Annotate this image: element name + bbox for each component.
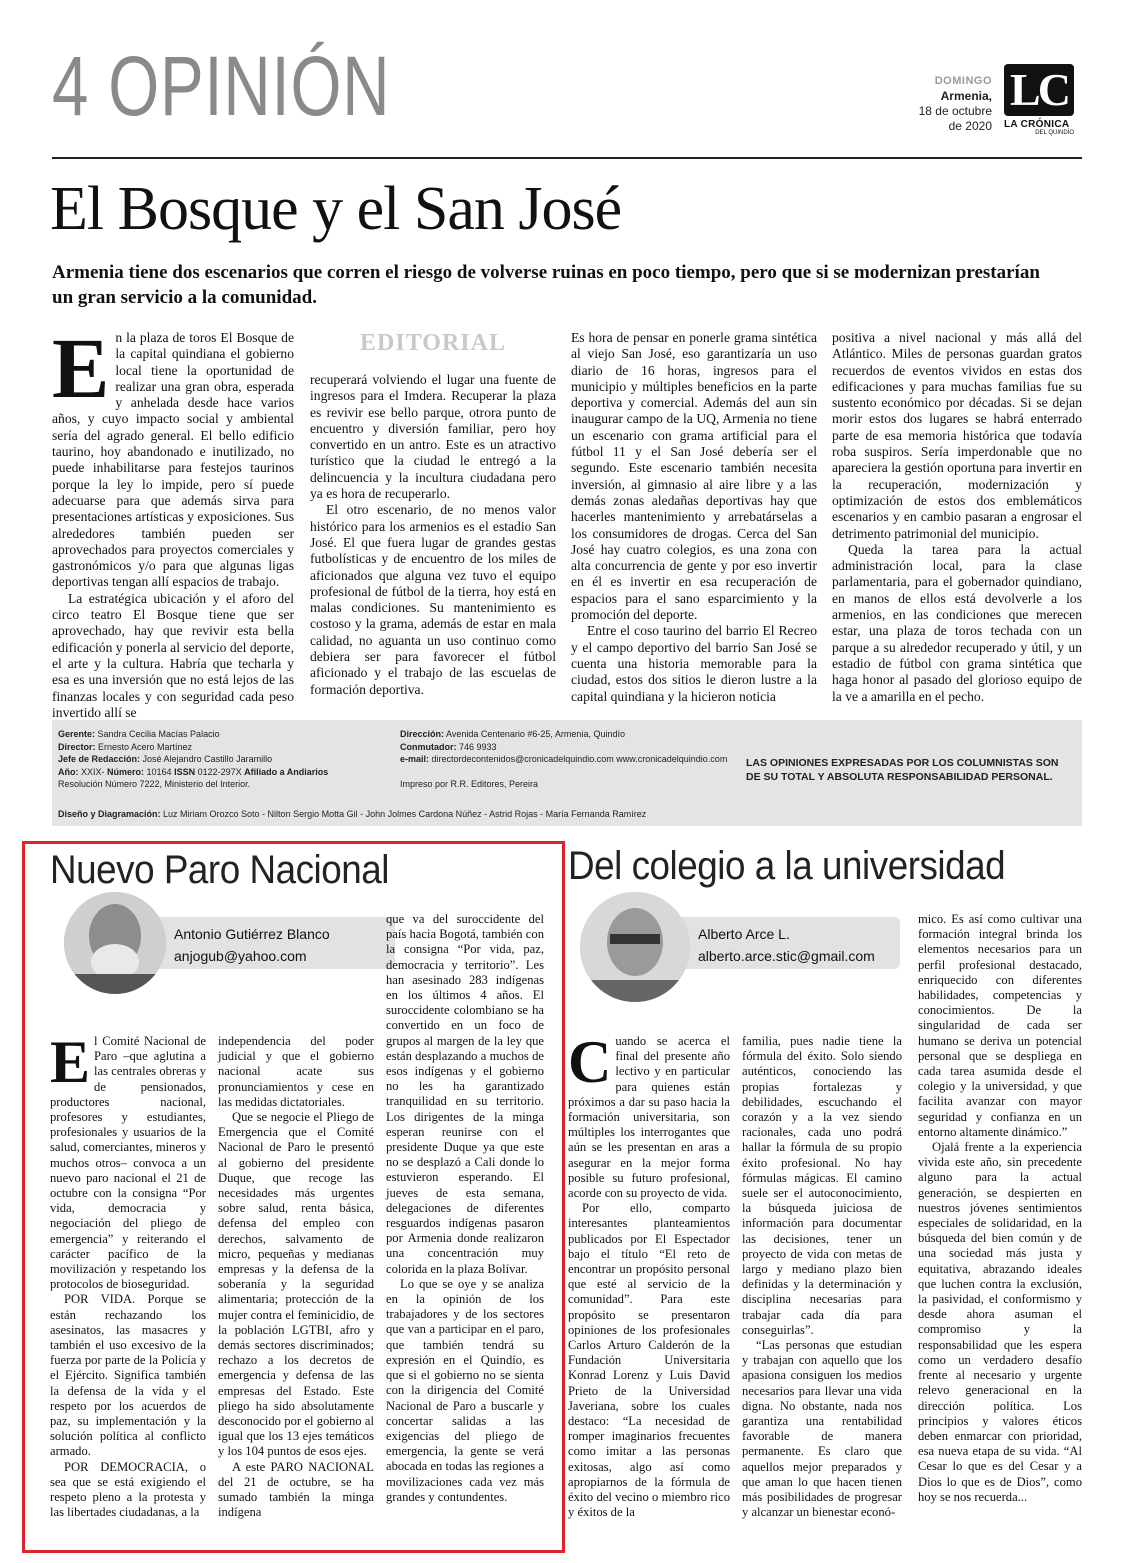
paragraph: POR VIDA. Porque se están rechazando los asesinatos, las masacres y también el uso excesivo de la fuerza por parte de la Policía y el Ejército. Significa también la defensa de la vida y el respeto por los acuerdos de paz, su implementación y la solución política al conflicto armado. [50, 1292, 206, 1459]
author-name: Alberto Arce L. [698, 926, 790, 942]
masthead-left: Gerente: Sandra Cecilia Macías Palacio Director: Ernesto Acero Martínez Jefe de Redacción: José Alejandro Castillo Jaramillo Año: XXIX- Número: 10164 ISSN 0122-297X Afiliado a Andiarios Resolución Número 7222, Ministerio del Interior. [58, 729, 329, 790]
right-column-text-3 [918, 912, 1082, 1505]
paragraph: Que se negocie el Pliego de Emergencia que el Comité Nacional de Paro le presentó al gobierno del presidente Duque, que recoge las necesidades más urgentes sobre salud, renta básica, defensa del empleo con derechos, salvamento de micro, pequeñas y medianas empresas y la defensa de la soberanía y la seguridad alimentaria; protección de la mujer contra el feminicidio, de la población LGTBI, afro y demás sectores discriminados; rechazo a los decretos de emergencia y defensa de las empresas del Estado. Este pliego ha sido absolutamente desconocido por el gobierno al igual que los 13 ejes temáticos y los 104 puntos de esos ejes. [218, 1110, 374, 1459]
paragraph: El otro escenario, de no menos valor histórico para los armenios es el estadio San José. El que fuera lugar de grandes gestas futbolísticas y de encuentro de los miles de aficionados que alguna vez tuvo el equipo profesional de fútbol de la tierra, hoy está en malas condiciones. Su mantenimiento es costoso y la grama, además de estar en mala calidad, no aguanta un uso continuo como debiera ser para favorecer el fútbol aficionado y el trabajo de las escuelas de formación deportiva. [310, 502, 556, 697]
city: Armenia, [940, 89, 992, 103]
newspaper-logo [1004, 64, 1082, 136]
paragraph: independencia del poder judicial y que el gobierno nacional acate sus pronunciamientos y cese en las medidas dictatoriales. [218, 1034, 374, 1109]
editorial-title: El Bosque y el San José [50, 175, 622, 243]
right-column-text-2 [742, 1034, 902, 1521]
column-title-left: Nuevo Paro Nacional [50, 848, 390, 892]
paragraph: l Comité Nacional de Paro –que aglutina a las centrales obreras y de pensionados, productores nacional, profesores y estudiantes, profesionales y usuarios de la salud, comerciantes, mineros y muchos otros– convoca a un nuevo paro nacional el 21 de octubre con la consigna “Por vida, democracia y negociación del pliego de emergencia” y reiterando el carácter pacífico de la movilización y respetando los protocolos de bioseguridad. [50, 1034, 206, 1292]
editorial-column-1 [52, 320, 294, 721]
left-column-text-2 [218, 1034, 374, 1521]
editorial-label: EDITORIAL [360, 330, 506, 356]
paragraph: La estratégica ubicación y el aforo del circo teatro El Bosque tiene que ser aprovechado, hay que revivir esta bella edificación y ponerla al servicio del deporte, el arte y la cultura. Habría que techarla y esa es una inversión que no está lejos de las finanzas locales y con seguridad cada peso invertido allí se [52, 590, 294, 720]
author-photo-left [64, 892, 166, 994]
paragraph: recuperará volviendo el lugar una fuente de ingresos para el Imdera. Recuperar la plaza es revivir ese bello parque, otrora punto de encuentro y diversión familiar, pero hoy convertido en un antro. Este es un atractivo turístico que la ciudad le entregó a la delincuencia y la incultura ciudadana pero ya es hora de recuperarlo. [310, 372, 556, 502]
byline-left [140, 917, 395, 969]
portrait-icon [64, 892, 166, 994]
author-photo-right [580, 892, 690, 1002]
editorial-deck: Armenia tiene dos escenarios que corren el riesgo de volverse ruinas en poco tiempo, pero que si se modernizan prestarían un gran servicio a la comunidad. [52, 262, 1040, 308]
paragraph: uando se acerca el final del presente año lectivo y en particular para quienes están próximos a dar su paso hacia la formación universitaria, son múltiples los interrogantes que aún se les presentan en aras a asegurar en la mejor forma posible su futuro profesional, acorde con su proyecto de vida. [568, 1034, 730, 1201]
column-dropcap: C [568, 1029, 612, 1095]
opinion-disclaimer: LAS OPINIONES EXPRESADAS POR LOS COLUMNISTAS SON DE SU TOTAL Y ABSOLUTA RESPONSABILIDAD PERSONAL. [746, 757, 1059, 783]
paragraph: n la plaza de toros El Bosque de la capital quindiana el gobierno local tiene la oportunidad de realizar una gran obra, esperada y anhelada desde hace varios años, y cuyo impacto social y ambiental sería del agrado general. El bello edificio taurino, hoy abandonado e inutilizado, no puede inhabilitarse para festejos taurinos porque la ley lo impide, pero sí puede adecuarse para que además sirva para presentaciones artísticas y exposiciones. Sus alrededores también pueden ser aprovechados para proyectos comerciales y gastronómicos y/o para que algunas ligas deportivas tengan allí espacios de trabajo. [52, 330, 294, 590]
left-column-text-3 [386, 912, 544, 1505]
paragraph: Entre el coso taurino del barrio El Recreo y el campo deportivo del barrio San José se cuenta una historia memorable para la ciudad, estos dos sitios le dieron lustre a la capital quindiana y la hicieron noticia [571, 623, 817, 704]
design-credits: Diseño y Diagramación: Luz Miriam Orozco Soto - Nilton Sergio Motta Gil - John Jolmes Cardona Núñez - Astrid Rojas - María Fernanda Ramírez [58, 809, 647, 819]
paragraph: que va del suroccidente del país hacia Bogotá, también con la consigna “Por vida, paz, democracia y territorio”. Les han asesinado 283 indígenas en los últimos 4 años. El suroccidente colombiano se ha convertido en un foco de grupos al margen de la ley que están desplazando a muchos de esos indígenas y el gobierno no les ha garantizado tranquilidad en su territorio. Los dirigentes de la minga esperan reunirse con el presidente Duque ya que este no se desplazó a Cali donde lo estuvieron esperando. El jueves de esta semana, delegaciones de diferentes resguardos indígenas pasaron por Armenia donde realizaron una concentración muy colorida en la plaza Bolívar. [386, 912, 544, 1276]
author-email: alberto.arce.stic@gmail.com [698, 948, 875, 964]
paragraph: Lo que se oye y se analiza en la opinión de los trabajadores y de los sectores que van a participar en el paro, que también tendrá su expresión en el Quindío, es que si el gobierno no se sienta con la dirigencia del Comité Nacional de Paro a buscarle y concertar salidas a las exigencias del pliego de emergencia, la gente se verá abocada en todas las regiones a movilizaciones cada vez más grandes y contundentes. [386, 1276, 544, 1504]
date-line-1: 18 de octubre [918, 104, 992, 118]
portrait-icon [580, 892, 690, 1002]
editorial-column-3 [571, 330, 817, 705]
paragraph: “Las personas que estudian y trabajan con aquello que los apasiona consiguen los medios necesarios para llevar una vida digna. No obstante, nada nos garantiza una rentabilidad favorable de manera permanente. Es claro que aquellos mejor preparados y que aman lo que hacen tienen más posibilidades de progresar y alcanzar un bienestar econó- [742, 1338, 902, 1520]
author-name: Antonio Gutiérrez Blanco [174, 926, 330, 942]
paragraph: POR DEMOCRACIA, o sea que se está exigiendo el respeto pleno a la protesta y las libertades ciudadanas, a la [50, 1459, 206, 1520]
paragraph: Por ello, comparto interesantes planteamientos publicados por El Espectador bajo el título “El reto de encontrar un propósito personal que esté al servicio de la comunidad”. Para este propósito se presentaron opiniones de los profesionales Carlos Arturo Calderón de la Fundación Universitaria Konrad Lorenz y Luis David Prieto de la Universidad Javeriana, sobre los cuales destaco: “La necesidad de romper imaginarios frecuentes como imitar a las personas exitosas, algo así como apropiarnos de la fórmula de éxito del vecino o miembro rico y éxitos de la [568, 1201, 730, 1520]
paragraph: Ojalá frente a la experiencia vivida este año, sin precedente alguno para la actual generación, se despierten en nuestros jóvenes sentimientos especiales de solidaridad, en la búsqueda del bien común y de una sociedad más justa y equitativa, abrazando ideales que luchen contra la exclusión, la pasividad, el conformismo y desde ahora asuman el compromiso y la responsabilidad que les espera como un verdadero desafío frente al necesario y urgente relevo generacional en la dirección política. Los principios y valores éticos deben enmarcar con prioridad, esa nueva etapa de su vida. “Al Cesar lo que es del Cesar y a Dios lo que es de Dios”, como hoy se nos recuerda... [918, 1140, 1082, 1504]
column-title-right: Del colegio a la universidad [568, 844, 1006, 888]
weekday: DOMINGO [934, 75, 992, 87]
editorial-column-4 [832, 330, 1082, 705]
editorial-dropcap: E [52, 320, 110, 416]
paragraph: Es hora de pensar en ponerle grama sintética al viejo San José, eso garantizaría un uso diario de 16 horas, ingresos para el municipio y múltiples beneficios en la parte deportiva y comercial. Además del aun sin inaugurar campo de la UQ, Armenia no tiene un escenario con grama artificial para el fútbol 11 y el San José debería ser el segundo. Este escenario también necesita inversión, al gimnasio al aire libre y a las demás zonas aledañas deportivas hay que hacerles mantenimiento y arrebatárselas a los consumidores de drogas. Cerca del San José hay cuatro colegios, es una zona con alta concurrencia de gente y por eso invertir en él es invertir en esa recuperación de espacios para el sano esparcimiento y la promoción del deporte. [571, 330, 817, 623]
header-rule [52, 157, 1082, 159]
paragraph: positiva a nivel nacional y más allá del Atlántico. Miles de personas guardan gratos recuerdos de eventos vividos en estas dos edificaciones y para muchas familias fue su sustento económico por décadas. Si se dejan morir estos dos lugares se habrá enterrado parte de esa memoria histórica que todavía roba suspiros. Sería imperdonable que no apareciera la gestión oportuna para invertir en la recuperación, modernización y optimización de estos dos emblemáticos escenarios y en cambio pasaran a engrosar el detrimento patrimonial del municipio. [832, 330, 1082, 541]
date-line-2: de 2020 [948, 119, 992, 133]
page-section-title: 4 OPINIÓN [52, 39, 391, 133]
logo-name: LA CRÓNICA [1004, 119, 1070, 130]
paragraph: A este PARO NACIONAL del 21 de octubre, se ha sumado también la minga indígena [218, 1459, 374, 1520]
paragraph: mico. Es así como cultivar una formación integral brinda los elementos necesarios para un perfil profesional destacado, enriquecido con diferentes habilidades, competencias y conocimientos. De la singularidad de cada ser humano se deriva un potencial personal que se despliega en cada tarea asumida desde el colegio y la universidad, y que facilita avanzar con mayor seguridad y confianza en un entorno altamente dinámico.” [918, 912, 1082, 1139]
left-column-text-1 [50, 1029, 206, 1521]
author-email: anjogub@yahoo.com [174, 948, 307, 964]
logo-sub: DEL QUINDÍO [1035, 130, 1074, 136]
paragraph: familia, pues nadie tiene la fórmula del éxito. Solo siendo auténticos, conociendo las propias fortalezas y debilidades, escuchando el corazón y a la vez siendo racionales, cada uno podrá hallar la fórmula de su propio éxito profesional. No hay fórmulas mágicas. El camino suele ser el autoconocimiento, la búsqueda juiciosa de información para documentar las decisiones, tener un proyecto de vida con metas de largo y mediano plazo bien definidas y la determinación y disciplina necesarias para trabajar cada día para conseguirlas”. [742, 1034, 902, 1337]
masthead-box [52, 720, 1082, 826]
byline-right [660, 917, 900, 969]
editorial-column-2 [310, 372, 556, 698]
paragraph: Queda la tarea para la actual administración local, para la clase parlamentaria, para el gobernador quindiano, en manos de ellos está devolverle a los armenios, en las condiciones que merecen estar, una plaza de toros techada con un parque a su alrededor recuperado y útil, y un estadio de fútbol con grama sintética que haga honor al pasado del glorioso equipo de la ve a amarilla en el pecho. [832, 541, 1082, 704]
date-block [919, 74, 992, 134]
column-dropcap: E [50, 1029, 91, 1095]
logo-mark: LC [1004, 64, 1074, 116]
masthead-right: Dirección: Avenida Centenario #6-25, Armenia, Quindío Conmutador: 746 9933 e-mail: directordecontenidos@cronicadelquindio.com www.cronicadelquindio.com Impreso por R.R. Editores, Pereira [400, 729, 728, 790]
right-column-text-1 [568, 1029, 730, 1521]
